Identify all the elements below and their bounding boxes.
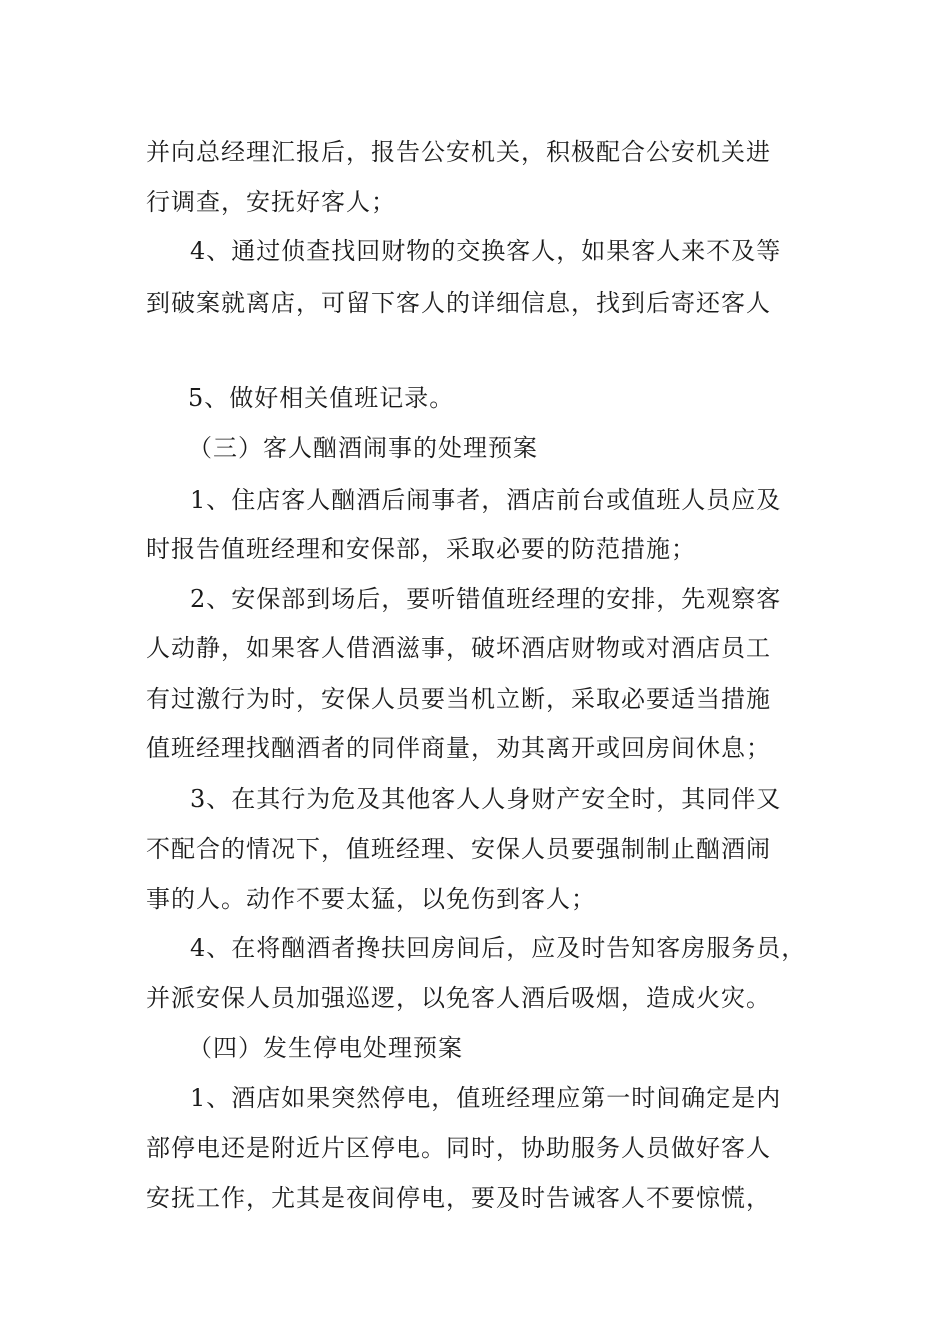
- paragraph-line-10: 有过激行为时，安保人员要当机立断，采取必要适当措施: [146, 685, 771, 713]
- paragraph-line-13: 不配合的情况下，值班经理、安保人员要强制制止酗酒闹: [146, 835, 771, 863]
- paragraph-line-2: 行调查，安抚好客人；: [146, 188, 396, 216]
- paragraph-line-19: 安抚工作，尤其是夜间停电，要及时告诫客人不要惊慌，: [146, 1184, 771, 1212]
- section-heading-3: （三）客人酗酒闹事的处理预案: [188, 434, 538, 462]
- paragraph-line-8: 2、安保部到场后，要听错值班经理的安排，先观察客: [190, 585, 782, 613]
- paragraph-line-4: 到破案就离店，可留下客人的详细信息，找到后寄还客人: [146, 289, 771, 317]
- paragraph-line-3: 4、通过侦查找回财物的交换客人，如果客人来不及等: [190, 237, 782, 265]
- section-heading-4: （四）发生停电处理预案: [188, 1034, 463, 1062]
- paragraph-line-9: 人动静，如果客人借酒滋事，破坏酒店财物或对酒店员工: [146, 634, 771, 662]
- paragraph-line-7: 时报告值班经理和安保部，采取必要的防范措施；: [146, 535, 696, 563]
- paragraph-line-5: 5、做好相关值班记录。: [188, 384, 455, 412]
- paragraph-line-6: 1、住店客人酗酒后闹事者，酒店前台或值班人员应及: [190, 486, 782, 514]
- paragraph-line-17: 1、酒店如果突然停电，值班经理应第一时间确定是内: [190, 1084, 782, 1112]
- paragraph-line-12: 3、在其行为危及其他客人人身财产安全时，其同伴又: [190, 785, 782, 813]
- paragraph-line-16: 并派安保人员加强巡逻，以免客人酒后吸烟，造成火灾。: [146, 984, 771, 1012]
- paragraph-line-14: 事的人。动作不要太猛，以免伤到客人；: [146, 885, 596, 913]
- paragraph-line-18: 部停电还是附近片区停电。同时，协助服务人员做好客人: [146, 1134, 771, 1162]
- paragraph-line-1: 并向总经理汇报后，报告公安机关，积极配合公安机关进: [146, 138, 771, 166]
- paragraph-line-11: 值班经理找酗酒者的同伴商量，劝其离开或回房间休息；: [146, 734, 771, 762]
- paragraph-line-15: 4、在将酗酒者搀扶回房间后，应及时告知客房服务员，: [190, 934, 807, 962]
